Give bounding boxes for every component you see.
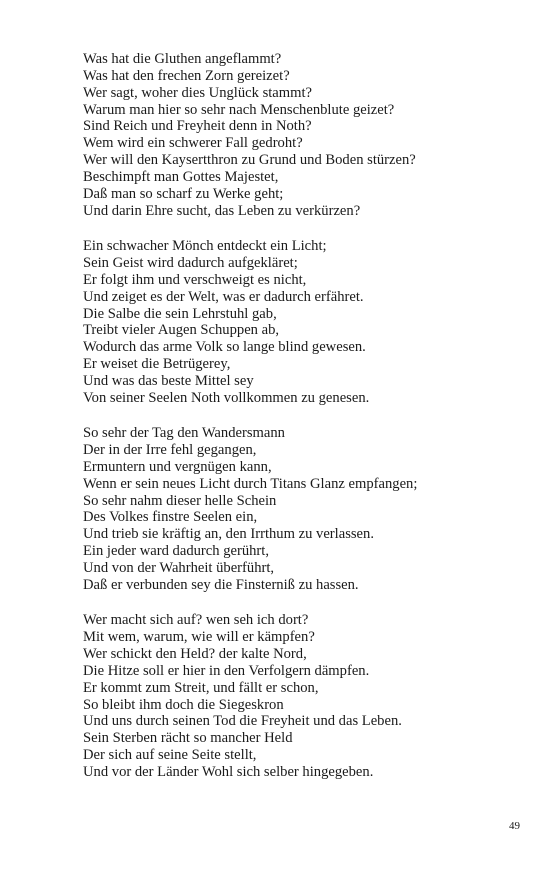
poem-line: Ein schwacher Mönch entdeckt ein Licht;: [83, 238, 327, 255]
poem-line: Wer sagt, woher dies Unglück stammt?: [83, 84, 313, 101]
poem-line: Und uns durch seinen Tod die Freyheit und das Leben.: [83, 713, 402, 730]
stanza-3: [83, 425, 523, 593]
poem-line: Von seiner Seelen Noth vollkommen zu genesen.: [83, 389, 370, 406]
poem-line: Er kommt zum Streit, und fällt er schon,: [83, 679, 319, 696]
page-number: 49: [509, 820, 520, 832]
poem-line: Des Volkes finstre Seelen ein,: [83, 509, 258, 526]
poem-line: Was hat den frechen Zorn gereizet?: [83, 67, 290, 84]
poem-body: [83, 51, 523, 800]
poem-line: Er weiset die Betrügerey,: [83, 356, 231, 373]
poem-line: Wenn er sein neues Licht durch Titans Glanz empfangen;: [83, 475, 418, 492]
poem-line: Beschimpft man Gottes Majestet,: [83, 168, 279, 185]
poem-line: Daß er verbunden sey die Finsterniß zu hassen.: [83, 576, 359, 593]
poem-line: Warum man hier so sehr nach Menschenblute geizet?: [83, 101, 395, 118]
poem-line: Die Hitze soll er hier in den Verfolgern dämpfen.: [83, 662, 370, 679]
poem-line: Wodurch das arme Volk so lange blind gewesen.: [83, 339, 366, 356]
stanza-4: [83, 612, 523, 780]
poem-line: Wer macht sich auf? wen seh ich dort?: [83, 612, 309, 629]
poem-line: Er folgt ihm und verschweigt es nicht,: [83, 271, 307, 288]
poem-line: Sind Reich und Freyheit denn in Noth?: [83, 118, 312, 135]
poem-line: Und von der Wahrheit überführt,: [83, 560, 275, 576]
poem-line: Und vor der Länder Wohl sich selber hingegeben.: [83, 763, 374, 780]
poem-line: Der sich auf seine Seite stellt,: [83, 747, 257, 764]
poem-line: So sehr nahm dieser helle Schein: [83, 492, 277, 509]
poem-line: Daß man so scharf zu Werke geht;: [83, 185, 284, 202]
poem-line: Und was das beste Mittel sey: [83, 372, 254, 389]
poem-line: Ein jeder ward dadurch gerührt,: [83, 543, 269, 560]
poem-line: Wer schickt den Held? der kalte Nord,: [83, 646, 307, 663]
poem-line: Mit wem, warum, wie will er kämpfen?: [83, 629, 315, 646]
poem-line: Treibt vieler Augen Schuppen ab,: [83, 322, 280, 339]
poem-line: Und zeiget es der Welt, was er dadurch erfähret.: [83, 288, 364, 305]
poem-line: Und darin Ehre sucht, das Leben zu verkürzen?: [83, 202, 361, 219]
poem-line: Und trieb sie kräftig an, den Irrthum zu verlassen.: [83, 526, 374, 543]
poem-line: Der in der Irre fehl gegangen,: [83, 442, 257, 459]
stanza-1: [83, 51, 523, 219]
poem-line: So bleibt ihm doch die Siegeskron: [83, 696, 284, 713]
poem-line: Sein Sterben rächt so mancher Held: [83, 730, 293, 747]
poem-line: Die Salbe die sein Lehrstuhl gab,: [83, 305, 277, 322]
poem-line: Wer will den Kaysertthron zu Grund und Boden stürzen?: [83, 152, 416, 169]
poem-line: So sehr der Tag den Wandersmann: [83, 425, 285, 442]
poem-line: Wem wird ein schwerer Fall gedroht?: [83, 135, 303, 152]
poem-line: Sein Geist wird dadurch aufgekläret;: [83, 254, 298, 271]
poem-line: Was hat die Gluthen angeflammt?: [83, 51, 282, 67]
poem-line: Ermuntern und vergnügen kann,: [83, 458, 272, 475]
stanza-2: [83, 238, 523, 406]
